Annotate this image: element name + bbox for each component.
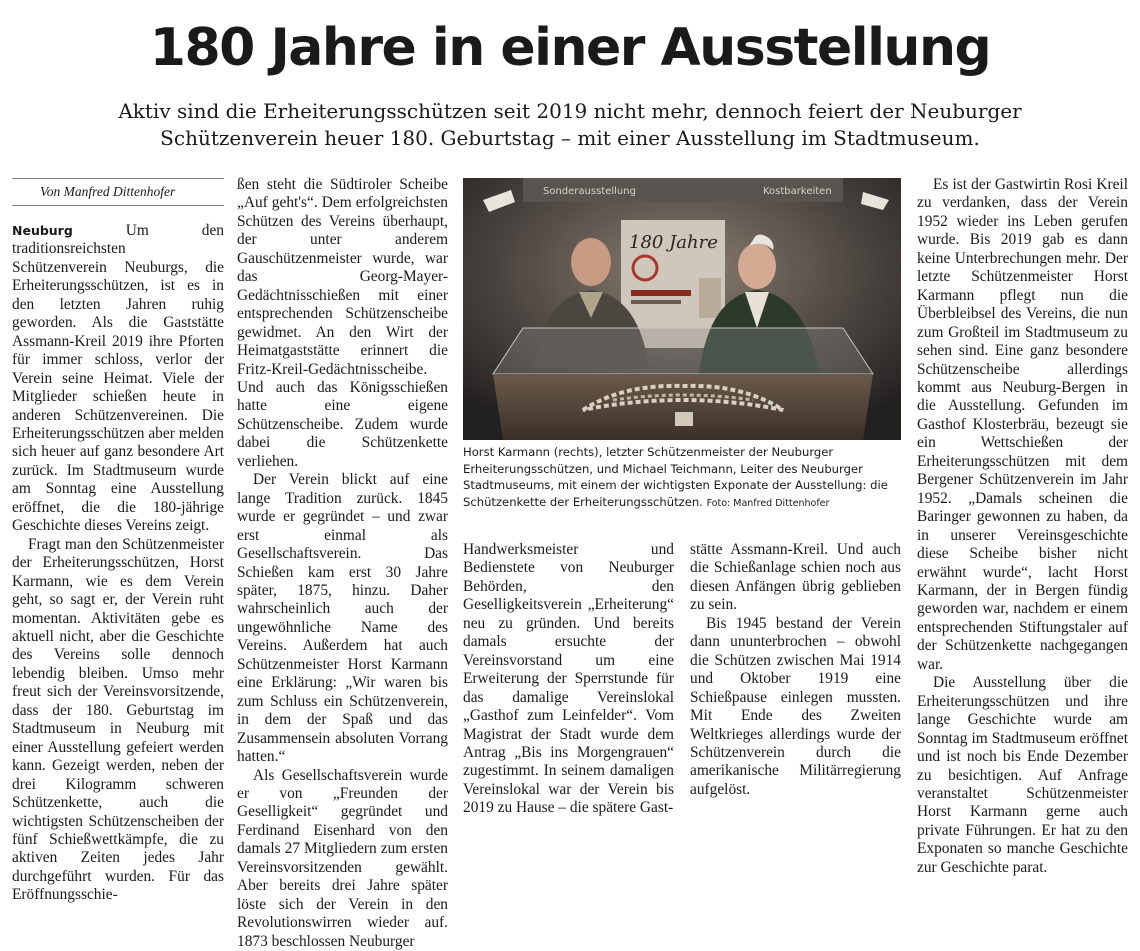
byline-text: Von Manfred Dittenhofer <box>12 184 175 199</box>
wall-label-left: Sonderausstellung <box>543 186 636 197</box>
display-case-top <box>493 328 873 374</box>
paragraph: Handwerksmeister und Bedienstete von Neuburger Behörden, den Geselligkeitsverein „Erheiterung“ neu zu gründen. Und bereits damals ersuchte der Vereinsvorstand um eine Erweiterung der Sperrstunde für das damalige Vereinslokal „Gasthof zum Leinfelder“. Vom Magistrat der Stadt wurde dem Antrag „Bis ins Morgengrauen“ zugestimmt. In seinem damaligen Vereinslokal war der Verein bis 2019 zu Hause – die spätere Gast- <box>463 541 674 818</box>
byline <box>12 178 224 206</box>
paragraph: Als Gesellschaftsverein wurde er von „Freunden der Geselligkeit“ gegründet und Ferdinand Eisenhard von den damals 27 Mitgliedern zum ersten Vereinsvorsitzenden gewählt. Aber bereits drei Jahre später löste sich der Verein in den Revolutionswirren wieder auf. 1873 beschlossen Neuburger <box>237 767 448 951</box>
column-4 <box>690 541 901 756</box>
headline: 180 Jahre in einer Ausstellung <box>0 22 1140 74</box>
subheadline: Aktiv sind die Erheiterungsschützen seit 2019 nicht mehr, dennoch feiert der Neuburger Schützenverein heuer 180. Geburtstag – mit einer Ausstellung im Stadtmuseum. <box>40 98 1100 152</box>
column-2 <box>237 176 448 756</box>
display-case-base <box>493 374 873 440</box>
paragraph-text: Um den traditionsreichsten Schützenverein Neuburgs, die Erheiterungsschützen, ist es in den letzten Jahren ruhig geworden. Als die Gaststätte Assmann-Kreil 2019 ihre Pforten für immer schloss, verlor der Verein seine Heimat. Viele der Mitglieder schießen heute in anderen Schützenvereinen. Die Erheiterungsschützen aber melden sich heuer auf ganz besondere Art zurück. Im Stadtmuseum wurde am Sonntag eine Ausstellung eröffnet, die die 180-jährige Geschichte dieses Vereins zeigt. <box>12 222 224 534</box>
person-right-head <box>738 243 776 289</box>
dateline: Neuburg <box>12 223 73 238</box>
wall-label-right: Kostbarkeiten <box>763 186 832 197</box>
photo-credit: Foto: Manfred Dittenhofer <box>707 498 830 509</box>
paragraph: stätte Assmann-Kreil. Und auch die Schießanlage schien noch aus diesen Anfängen übrig geblieben zu sein. <box>690 541 901 615</box>
paragraph: Es ist der Gastwirtin Rosi Kreil zu verdanken, dass der Verein 1952 wieder ins Leben gerufen wurde. Bis 2019 gab es dann keine Unterbrechungen mehr. Der letzte Schützenmeister Horst Karmann pflegt nun die Überbleibsel des Vereins, die nun zum Großteil im Stadtmuseum zu sehen sind. Eine ganz besondere Schützenscheibe allerdings kommt aus Neuburg-Bergen in die Ausstellung. Gefunden im Gasthof Klosterbräu, bezeugt sie ein Wettschießen der Erheiterungsschützen mit dem Bergener Schützenverein im Jahr 1952. „Damals scheinen die Baringer gewonnen zu haben, da in unserer Vereinsgeschichte diese Scheibe bisher nicht erwähnt wurde“, lacht Horst Karmann, der in Bergen fündig geworden war, nachdem er einem entsprechenden Stiftungstaler auf der Schützenkette nachgegangen war. <box>917 176 1128 674</box>
column-1 <box>12 222 224 756</box>
paragraph: Der Verein blickt auf eine lange Tradition zurück. 1845 wurde er gegründet – und zwar erst einmal als Gesellschaftsverein. Das Schießen kam erst 30 Jahre später, 1875, hinzu. Daher wahrscheinlich auch der ungewöhnliche Name des Vereins. Außerdem hat auch Schützenmeister Horst Karmann eine Erklärung: „Wir waren bis zum Schluss ein Schützenverein, in dem der Spaß und das Zusammensein absoluten Vorrang hatten.“ <box>237 471 448 766</box>
caption-text: Horst Karmann (rechts), letzter Schützenmeister der Neuburger Erheiterungsschützen, und Michael Teichmann, Leiter des Neuburger Stadtmuseums, mit einem der wichtigsten Exponate der Ausstellung: die Schützenkette der Erheiterungsschützen. <box>463 445 888 509</box>
paragraph: Fragt man den Schützenmeister der Erheiterungsschützen, Horst Karmann, wie es dem Verein geht, so sagt er, der Verein ruht momentan. Aktivitäten gebe es aktuell nicht, aber die Geschichte des Vereins solle dennoch lebendig bleiben. Umso mehr freut sich der Vereinsvorsitzende, dass der 180. Geburtstag im Stadtmuseum in Neuburg mit einer Ausstellung gefeiert werden kann. Gezeigt werden, neben der drei Kilogramm schweren Schützenkette, auch die wichtigsten Schützenscheiben der fünf Schießwettkämpfe, die zu aktiven Zeiten jedes Jahr durchgeführt wurden. Für das Eröffnungsschie- <box>12 536 224 905</box>
paragraph <box>12 222 224 536</box>
paragraph: Die Ausstellung über die Erheiterungsschützen und ihre lange Geschichte wurde am Sonntag im Stadtmuseum eröffnet und ist noch bis Ende Dezember zu besichtigen. Auf Anfrage veranstaltet Schützenmeister Horst Karmann gerne auch private Führungen. Er hat zu den Exponaten so manche Geschichte zur Geschichte parat. <box>917 674 1128 877</box>
column-3 <box>463 541 674 756</box>
paragraph: ßen steht die Südtiroler Scheibe „Auf geht's“. Dem erfolgreichsten Schützen des Vereins überhaupt, der unter anderem Gauschützenmeister wurde, war das Georg-Mayer-Gedächtnisschießen mit einer entsprechenden Schützenscheibe gewidmet. An den Wirt der Heimatgaststätte erinnert die Fritz-Kreil-Gedächtnisscheibe. Und auch das Königsschießen hatte eine eigene Schützenscheibe. Zudem wurde dabei die Schützenkette verliehen. <box>237 176 448 471</box>
photo-caption <box>463 444 901 512</box>
paragraph: Bis 1945 bestand der Verein dann ununterbrochen – obwohl die Schützen zwischen Mai 1914 und Oktober 1919 eine Schießpause einlegen mussten. Mit Ende des Zweiten Weltkrieges allerdings wurde der Schützenverein durch die amerikanische Militärregierung aufgelöst. <box>690 615 901 800</box>
poster-title: 180 Jahre <box>629 232 718 253</box>
museum-scene-image <box>463 178 901 440</box>
person-left-head <box>571 238 611 286</box>
column-5 <box>917 176 1128 756</box>
article-photo <box>463 178 901 440</box>
